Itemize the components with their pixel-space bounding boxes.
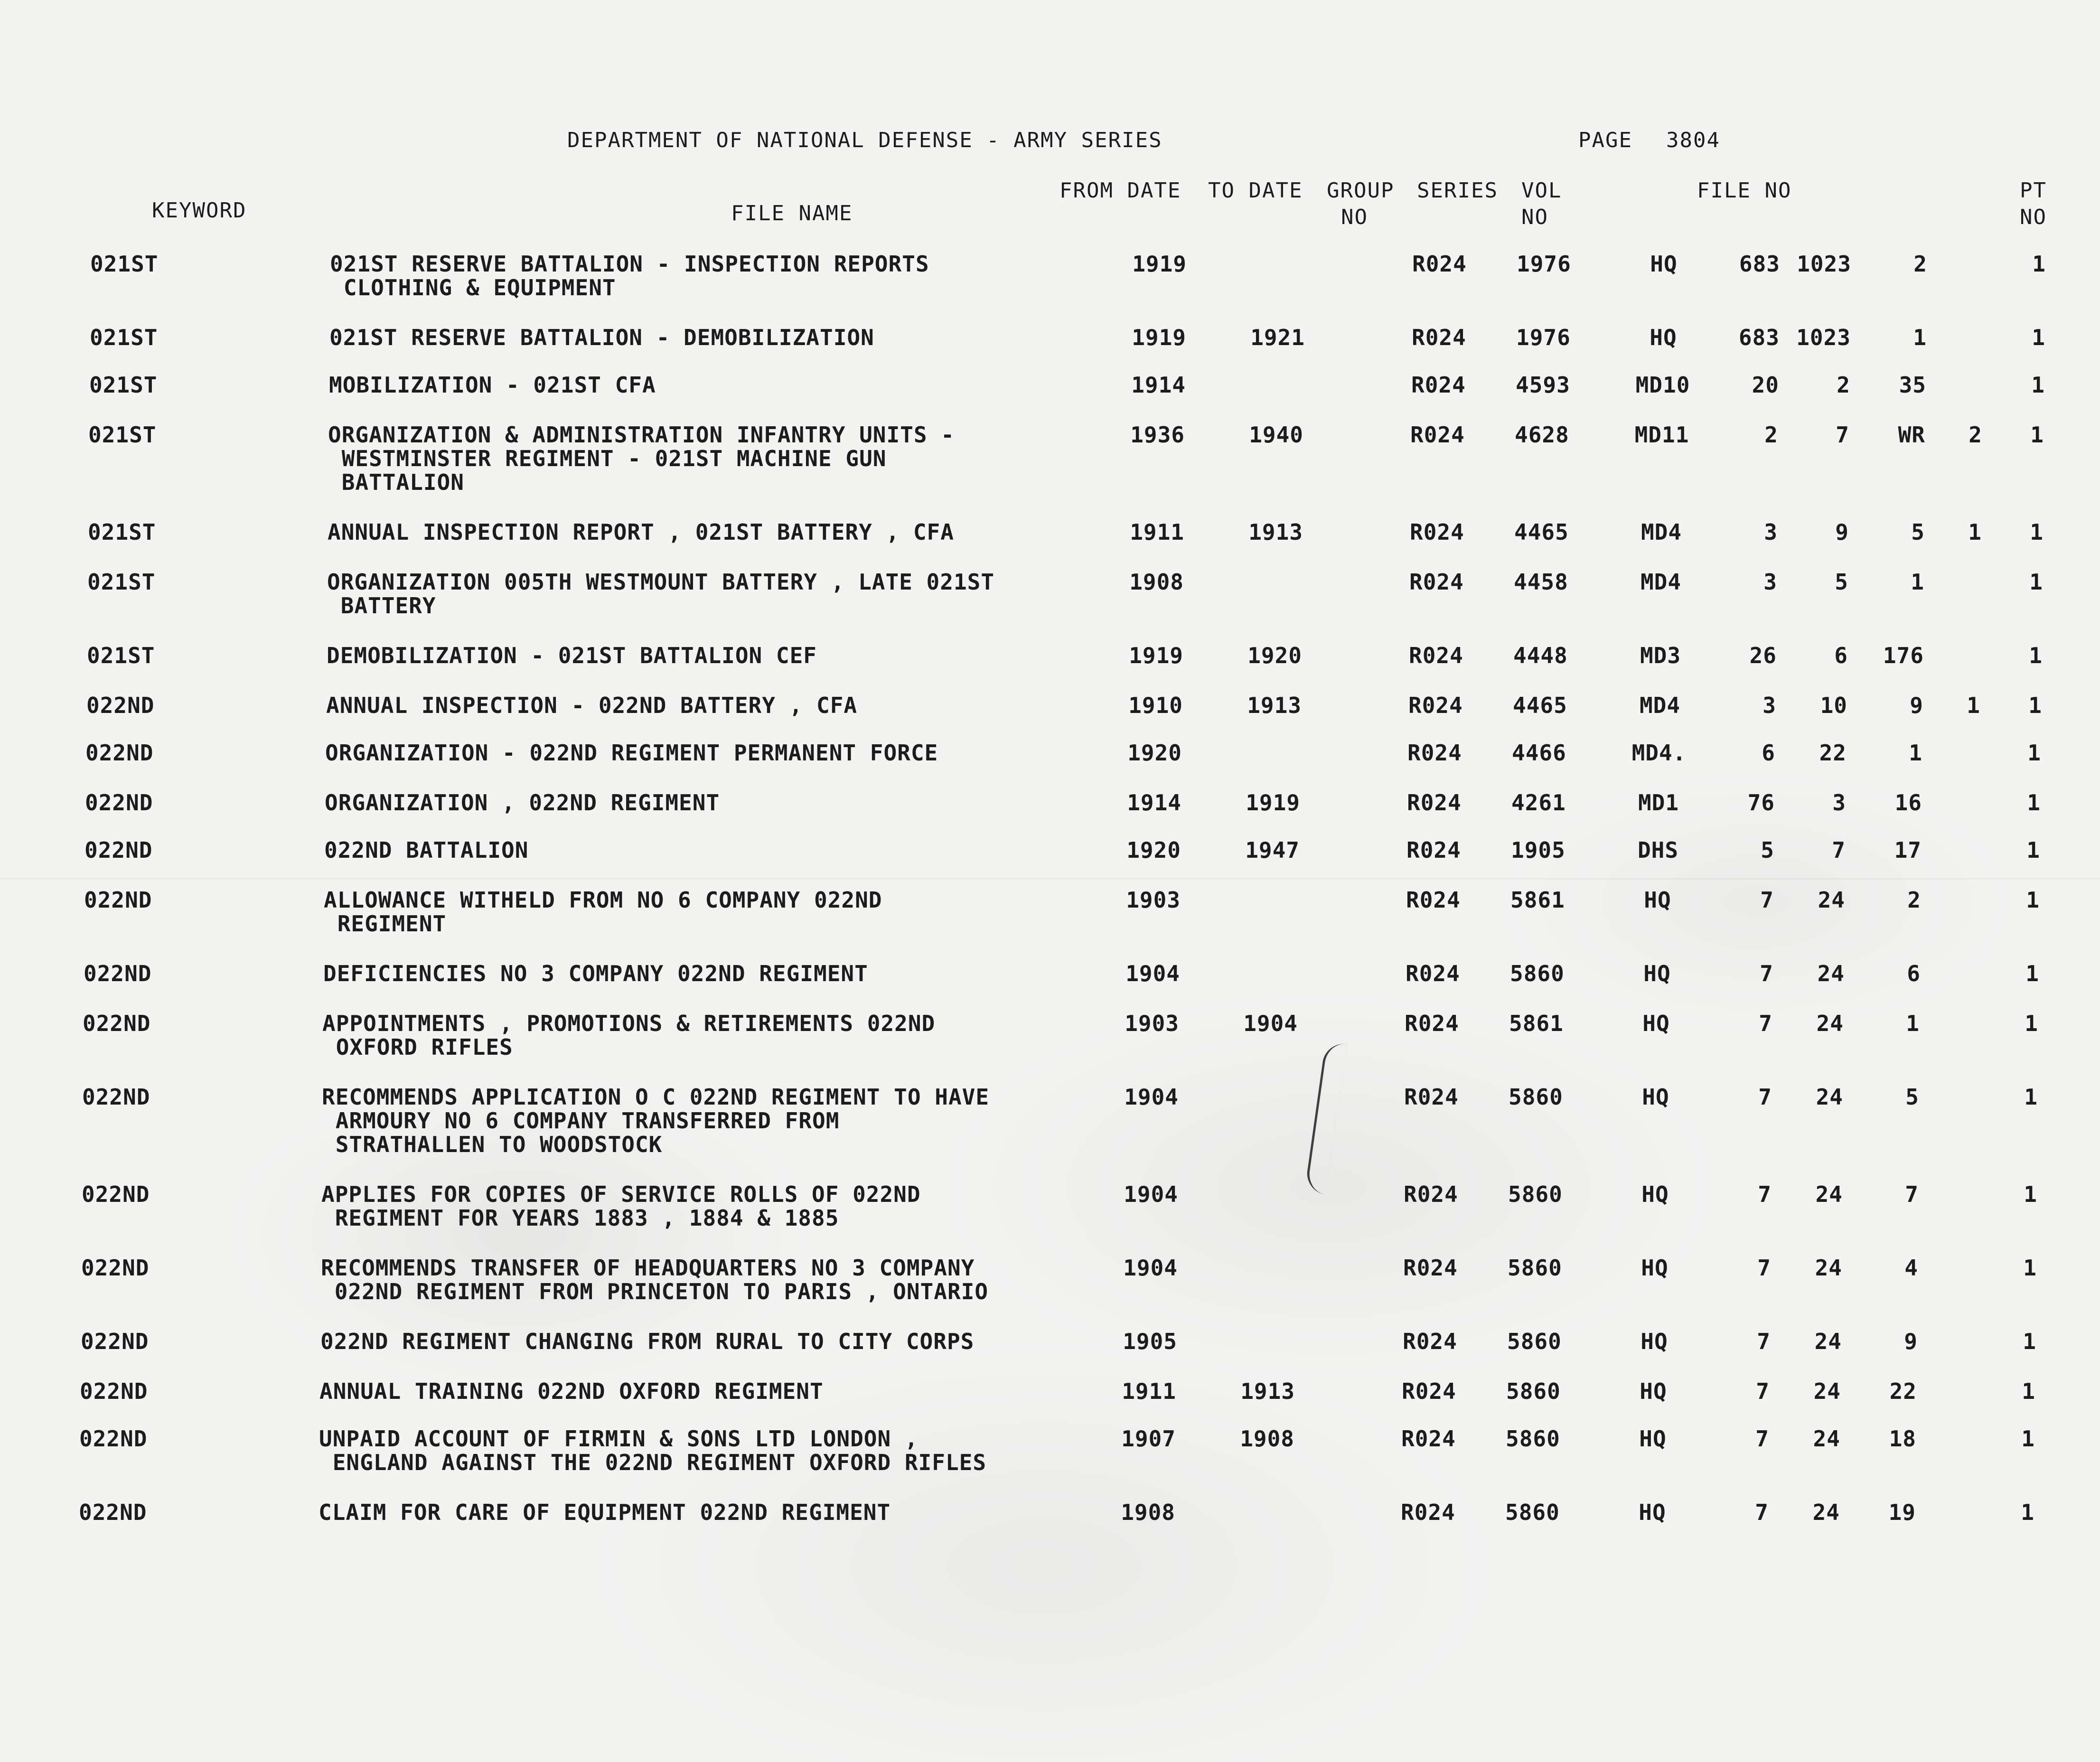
cell-to: 1908 xyxy=(1240,1426,1294,1452)
cell-f1: HQ xyxy=(1642,1084,1669,1110)
cell-series: R024 xyxy=(1406,837,1461,863)
cell-f3: 24 xyxy=(1818,887,1845,913)
cell-series: R024 xyxy=(1401,1500,1455,1525)
cell-pt: 1 xyxy=(2025,961,2039,986)
cell-f4: 18 xyxy=(1889,1426,1916,1452)
cell-from: 1919 xyxy=(1129,643,1183,668)
cell-pt: 1 xyxy=(2032,251,2046,277)
cell-vol: 5860 xyxy=(1510,961,1565,986)
cell-file-name-line: STRATHALLEN TO WOODSTOCK xyxy=(322,1132,663,1157)
cell-file-name-line: ANNUAL TRAINING 022ND OXFORD REGIMENT xyxy=(319,1378,824,1404)
cell-vol: 1976 xyxy=(1517,251,1571,277)
cell-f4: 2 xyxy=(1907,887,1921,913)
cell-from: 1904 xyxy=(1124,1084,1179,1110)
cell-from: 1908 xyxy=(1121,1500,1175,1525)
cell-pt: 1 xyxy=(2032,325,2045,350)
cell-from: 1920 xyxy=(1127,740,1182,766)
cell-pt: 1 xyxy=(2026,887,2040,913)
cell-f1: MD4. xyxy=(1631,740,1687,766)
cell-f3: 24 xyxy=(1814,1329,1842,1354)
cell-f4: 9 xyxy=(1904,1329,1918,1354)
cell-f4: 7 xyxy=(1905,1181,1919,1207)
cell-f2: 7 xyxy=(1756,1378,1770,1404)
cell-f2: 7 xyxy=(1758,1181,1772,1207)
cell-f5: 1 xyxy=(1968,519,1982,545)
cell-file-name-line: RECOMMENDS APPLICATION O C 022ND REGIMENT TO HAVE xyxy=(322,1084,990,1110)
cell-vol: 4628 xyxy=(1515,422,1569,448)
cell-file-name-line: ORGANIZATION & ADMINISTRATION INFANTRY UNITS - xyxy=(328,422,955,448)
page-number: 3804 xyxy=(1666,128,1720,152)
cell-file-name-line: 021ST RESERVE BATTALION - INSPECTION REPORTS xyxy=(330,251,929,277)
cell-vol: 4466 xyxy=(1512,740,1566,766)
cell-file-name-line: ORGANIZATION 005TH WESTMOUNT BATTERY , LATE 021ST xyxy=(327,569,995,595)
cell-f4: 1 xyxy=(1909,740,1922,766)
cell-vol: 4448 xyxy=(1513,643,1568,668)
cell-f1: HQ xyxy=(1641,1255,1669,1281)
cell-f1: MD1 xyxy=(1638,790,1679,815)
cell-vol: 5860 xyxy=(1509,1084,1563,1110)
cell-f3: 24 xyxy=(1817,961,1845,986)
cell-file-name-line: CLOTHING & EQUIPMENT xyxy=(330,275,616,300)
cell-f2: 7 xyxy=(1755,1426,1769,1452)
cell-from: 1911 xyxy=(1122,1378,1176,1404)
col-header-vol-no: NO xyxy=(1521,205,1548,229)
cell-f4: 19 xyxy=(1888,1500,1916,1525)
cell-f3: 24 xyxy=(1812,1500,1840,1525)
cell-file-name-line: MOBILIZATION - 021ST CFA xyxy=(329,372,656,398)
cell-from: 1920 xyxy=(1126,837,1181,863)
cell-keyword: 022ND xyxy=(83,1011,151,1036)
cell-f3: 9 xyxy=(1835,519,1849,545)
cell-pt: 1 xyxy=(2029,569,2043,595)
cell-f3: 24 xyxy=(1813,1378,1841,1404)
cell-pt: 1 xyxy=(2024,1084,2038,1110)
cell-pt: 1 xyxy=(2030,519,2044,545)
cell-vol: 5860 xyxy=(1506,1378,1561,1404)
cell-vol: 5860 xyxy=(1508,1181,1563,1207)
cell-series: R024 xyxy=(1406,961,1460,986)
cell-f4: 16 xyxy=(1894,790,1922,815)
cell-to: 1920 xyxy=(1247,643,1302,668)
cell-f3: 6 xyxy=(1834,643,1848,668)
cell-from: 1914 xyxy=(1127,790,1181,815)
col-header-vol: VOL xyxy=(1521,178,1562,203)
col-header-pt: PT xyxy=(2020,178,2047,203)
cell-f4: 4 xyxy=(1904,1255,1918,1281)
cell-keyword: 021ST xyxy=(90,325,158,350)
cell-from: 1910 xyxy=(1128,693,1183,718)
cell-series: R024 xyxy=(1406,887,1461,913)
cell-to: 1904 xyxy=(1243,1011,1298,1036)
cell-keyword: 021ST xyxy=(87,643,155,668)
cell-file-name-line: APPLIES FOR COPIES OF SERVICE ROLLS OF 022ND xyxy=(321,1181,921,1207)
cell-f4: 22 xyxy=(1889,1378,1917,1404)
cell-f2: 7 xyxy=(1757,1329,1771,1354)
paper-fold-line xyxy=(0,878,2100,880)
cell-f1: HQ xyxy=(1639,1426,1667,1452)
cell-f1: HQ xyxy=(1641,1181,1669,1207)
col-header-file-name: FILE NAME xyxy=(731,201,853,225)
cell-f1: MD10 xyxy=(1635,372,1690,398)
cell-file-name-line: OXFORD RIFLES xyxy=(322,1034,513,1060)
cell-file-name-line: ENGLAND AGAINST THE 022ND REGIMENT OXFORD RIFLES xyxy=(319,1450,987,1475)
cell-f2: 3 xyxy=(1764,519,1778,545)
cell-series: R024 xyxy=(1404,1084,1459,1110)
cell-file-name-line: BATTERY xyxy=(327,593,436,619)
cell-from: 1911 xyxy=(1130,519,1184,545)
cell-series: R024 xyxy=(1402,1378,1456,1404)
cell-from: 1914 xyxy=(1131,372,1186,398)
cell-file-name-line: DEMOBILIZATION - 021ST BATTALION CEF xyxy=(327,643,817,668)
cell-f3: 5 xyxy=(1835,569,1848,595)
cell-pt: 1 xyxy=(2024,1181,2037,1207)
cell-series: R024 xyxy=(1403,1255,1458,1281)
cell-f1: MD3 xyxy=(1640,643,1681,668)
cell-file-name-line: ALLOWANCE WITHELD FROM NO 6 COMPANY 022ND xyxy=(324,887,882,913)
cell-to: 1947 xyxy=(1245,837,1300,863)
cell-to: 1913 xyxy=(1240,1378,1295,1404)
cell-keyword: 021ST xyxy=(89,372,158,398)
cell-keyword: 021ST xyxy=(90,251,159,277)
cell-series: R024 xyxy=(1409,643,1463,668)
cell-f1: HQ xyxy=(1644,887,1671,913)
cell-vol: 5860 xyxy=(1508,1255,1562,1281)
cell-f4: 5 xyxy=(1911,519,1925,545)
cell-f1: HQ xyxy=(1650,251,1678,277)
cell-f2: 683 xyxy=(1739,251,1780,277)
cell-file-name-line: ORGANIZATION - 022ND REGIMENT PERMANENT FORCE xyxy=(325,740,938,766)
cell-f3: 10 xyxy=(1820,693,1847,718)
cell-vol: 5860 xyxy=(1506,1426,1560,1452)
cell-f3: 22 xyxy=(1819,740,1847,766)
cell-vol: 5860 xyxy=(1505,1500,1560,1525)
cell-f3: 7 xyxy=(1836,422,1849,448)
cell-from: 1919 xyxy=(1132,251,1187,277)
cell-file-name-line: UNPAID ACCOUNT OF FIRMIN & SONS LTD LONDON , xyxy=(319,1426,919,1452)
cell-f1: MD4 xyxy=(1641,519,1682,545)
cell-vol: 1905 xyxy=(1511,837,1566,863)
cell-f2: 7 xyxy=(1755,1500,1769,1525)
cell-series: R024 xyxy=(1412,251,1467,277)
cell-pt: 1 xyxy=(2025,1011,2038,1036)
cell-f1: MD4 xyxy=(1639,693,1681,718)
cell-f2: 5 xyxy=(1761,837,1774,863)
cell-pt: 1 xyxy=(2031,372,2045,398)
cell-f4: 6 xyxy=(1907,961,1921,986)
cell-vol: 4458 xyxy=(1514,569,1568,595)
cell-series: R024 xyxy=(1407,790,1462,815)
cell-vol: 4261 xyxy=(1511,790,1566,815)
cell-f4: 17 xyxy=(1894,837,1922,863)
cell-keyword: 022ND xyxy=(79,1426,148,1452)
page-label: PAGE xyxy=(1578,128,1632,152)
cell-to: 1921 xyxy=(1250,325,1305,350)
cell-f3: 24 xyxy=(1816,1084,1843,1110)
cell-f4: 1 xyxy=(1911,569,1924,595)
col-header-to-date: TO DATE xyxy=(1208,178,1303,203)
cell-file-name-line: DEFICIENCIES NO 3 COMPANY 022ND REGIMENT xyxy=(323,961,868,986)
cell-f1: HQ xyxy=(1641,1329,1668,1354)
cell-pt: 1 xyxy=(2021,1500,2034,1525)
cell-from: 1903 xyxy=(1126,887,1181,913)
cell-f3: 24 xyxy=(1815,1255,1842,1281)
cell-file-name-line: REGIMENT xyxy=(324,911,447,937)
cell-vol: 1976 xyxy=(1516,325,1571,350)
cell-f2: 2 xyxy=(1764,422,1778,448)
cell-series: R024 xyxy=(1411,372,1466,398)
cell-from: 1904 xyxy=(1123,1255,1178,1281)
cell-series: R024 xyxy=(1404,1181,1458,1207)
cell-keyword: 022ND xyxy=(86,693,155,718)
cell-from: 1904 xyxy=(1125,961,1180,986)
cell-from: 1903 xyxy=(1125,1011,1179,1036)
cell-vol: 4465 xyxy=(1514,519,1569,545)
cell-file-name-line: RECOMMENDS TRANSFER OF HEADQUARTERS NO 3 COMPANY xyxy=(321,1255,975,1281)
cell-file-name-line: 022ND BATTALION xyxy=(324,837,529,863)
cell-from: 1905 xyxy=(1123,1329,1177,1354)
cell-keyword: 022ND xyxy=(81,1329,149,1354)
cell-f4: 2 xyxy=(1913,251,1927,277)
cell-pt: 1 xyxy=(2026,837,2040,863)
cell-vol: 5861 xyxy=(1510,887,1565,913)
cell-f2: 6 xyxy=(1762,740,1775,766)
cell-f2: 7 xyxy=(1760,961,1773,986)
cell-f5: 1 xyxy=(1967,693,1980,718)
cell-f2: 7 xyxy=(1758,1084,1772,1110)
col-header-group: GROUP xyxy=(1327,178,1395,203)
cell-pt: 1 xyxy=(2027,790,2041,815)
cell-f3: 1023 xyxy=(1796,325,1851,350)
cell-vol: 5860 xyxy=(1507,1329,1562,1354)
cell-keyword: 022ND xyxy=(80,1378,148,1404)
cell-f2: 7 xyxy=(1760,887,1774,913)
cell-series: R024 xyxy=(1409,569,1464,595)
cell-file-name-line: 021ST RESERVE BATTALION - DEMOBILIZATION xyxy=(329,325,874,350)
cell-keyword: 021ST xyxy=(88,422,157,448)
cell-from: 1904 xyxy=(1124,1181,1178,1207)
cell-from: 1936 xyxy=(1130,422,1185,448)
cell-f4: 1 xyxy=(1906,1011,1920,1036)
cell-keyword: 021ST xyxy=(88,519,156,545)
cell-file-name-line: ANNUAL INSPECTION - 022ND BATTERY , CFA xyxy=(326,693,858,718)
cell-from: 1919 xyxy=(1132,325,1186,350)
cell-f3: 24 xyxy=(1813,1426,1840,1452)
cell-pt: 1 xyxy=(2023,1329,2036,1354)
cell-series: R024 xyxy=(1412,325,1466,350)
cell-series: R024 xyxy=(1410,422,1465,448)
cell-f2: 3 xyxy=(1763,569,1777,595)
cell-pt: 1 xyxy=(2029,643,2043,668)
cell-f3: 1023 xyxy=(1797,251,1851,277)
col-header-from-date: FROM DATE xyxy=(1059,178,1181,203)
cell-f3: 24 xyxy=(1816,1011,1844,1036)
cell-keyword: 021ST xyxy=(87,569,156,595)
cell-f1: DHS xyxy=(1637,837,1679,863)
cell-f2: 7 xyxy=(1759,1011,1772,1036)
cell-f4: WR xyxy=(1898,422,1925,448)
cell-f1: MD11 xyxy=(1634,422,1689,448)
cell-pt: 1 xyxy=(2028,693,2042,718)
cell-from: 1907 xyxy=(1121,1426,1176,1452)
cell-series: R024 xyxy=(1407,740,1462,766)
cell-to: 1919 xyxy=(1246,790,1300,815)
cell-f1: HQ xyxy=(1642,1011,1670,1036)
cell-file-name-line: APPOINTMENTS , PROMOTIONS & RETIREMENTS 022ND xyxy=(322,1011,936,1036)
cell-f1: MD4 xyxy=(1640,569,1682,595)
col-header-file-no: FILE NO xyxy=(1697,178,1792,203)
cell-keyword: 022ND xyxy=(82,1084,150,1110)
cell-keyword: 022ND xyxy=(84,961,152,986)
col-header-keyword: KEYWORD xyxy=(152,198,247,223)
cell-f3: 24 xyxy=(1815,1181,1843,1207)
cell-series: R024 xyxy=(1405,1011,1459,1036)
cell-f4: 1 xyxy=(1913,325,1927,350)
cell-series: R024 xyxy=(1403,1329,1457,1354)
cell-f4: 9 xyxy=(1910,693,1923,718)
cell-pt: 1 xyxy=(2021,1426,2035,1452)
cell-file-name-line: WESTMINSTER REGIMENT - 021ST MACHINE GUN xyxy=(328,446,887,471)
col-header-series: SERIES xyxy=(1417,178,1498,203)
cell-file-name-line: ARMOURY NO 6 COMPANY TRANSFERRED FROM xyxy=(322,1108,840,1134)
cell-f2: 7 xyxy=(1757,1255,1771,1281)
page-title: DEPARTMENT OF NATIONAL DEFENSE - ARMY SERIES xyxy=(567,128,1162,152)
cell-f2: 3 xyxy=(1762,693,1776,718)
col-header-group-no: NO xyxy=(1341,205,1368,229)
cell-f2: 76 xyxy=(1747,790,1775,815)
cell-f3: 7 xyxy=(1832,837,1846,863)
cell-from: 1908 xyxy=(1129,569,1184,595)
cell-file-name-line: 022ND REGIMENT CHANGING FROM RURAL TO CITY CORPS xyxy=(320,1329,975,1354)
cell-keyword: 022ND xyxy=(85,790,153,815)
cell-f2: 683 xyxy=(1738,325,1780,350)
cell-vol: 4465 xyxy=(1513,693,1567,718)
cell-series: R024 xyxy=(1401,1426,1456,1452)
cell-keyword: 022ND xyxy=(84,837,153,863)
cell-f2: 26 xyxy=(1749,643,1777,668)
cell-keyword: 022ND xyxy=(82,1181,150,1207)
cell-keyword: 022ND xyxy=(84,887,152,913)
cell-file-name-line: CLAIM FOR CARE OF EQUIPMENT 022ND REGIMENT xyxy=(319,1500,891,1525)
cell-f1: HQ xyxy=(1643,961,1671,986)
cell-vol: 4593 xyxy=(1516,372,1570,398)
cell-file-name-line: BATTALION xyxy=(328,469,464,495)
cell-file-name-line: REGIMENT FOR YEARS 1883 , 1884 & 1885 xyxy=(321,1205,839,1231)
cell-f4: 5 xyxy=(1905,1084,1919,1110)
cell-to: 1940 xyxy=(1249,422,1303,448)
cell-keyword: 022ND xyxy=(85,740,154,766)
cell-series: R024 xyxy=(1410,519,1464,545)
cell-vol: 5861 xyxy=(1509,1011,1564,1036)
cell-pt: 1 xyxy=(2027,740,2041,766)
cell-pt: 1 xyxy=(2030,422,2044,448)
cell-f1: HQ xyxy=(1640,1378,1667,1404)
cell-f4: 176 xyxy=(1883,643,1924,668)
cell-f1: HQ xyxy=(1650,325,1677,350)
cell-f2: 20 xyxy=(1752,372,1779,398)
cell-f3: 3 xyxy=(1832,790,1846,815)
col-header-pt-no: NO xyxy=(2020,205,2047,229)
cell-series: R024 xyxy=(1408,693,1463,718)
cell-pt: 1 xyxy=(2023,1255,2037,1281)
cell-f4: 35 xyxy=(1899,372,1926,398)
cell-pt: 1 xyxy=(2022,1378,2035,1404)
cell-file-name-line: 022ND REGIMENT FROM PRINCETON TO PARIS , ONTARIO xyxy=(321,1279,989,1304)
cell-to: 1913 xyxy=(1248,519,1303,545)
cell-f5: 2 xyxy=(1969,422,1982,448)
cell-keyword: 022ND xyxy=(79,1500,147,1525)
cell-f1: HQ xyxy=(1639,1500,1666,1525)
cell-file-name-line: ANNUAL INSPECTION REPORT , 021ST BATTERY , CFA xyxy=(328,519,954,545)
cell-f3: 2 xyxy=(1837,372,1850,398)
cell-file-name-line: ORGANIZATION , 022ND REGIMENT xyxy=(325,790,720,815)
cell-to: 1913 xyxy=(1247,693,1302,718)
cell-keyword: 022ND xyxy=(81,1255,150,1281)
